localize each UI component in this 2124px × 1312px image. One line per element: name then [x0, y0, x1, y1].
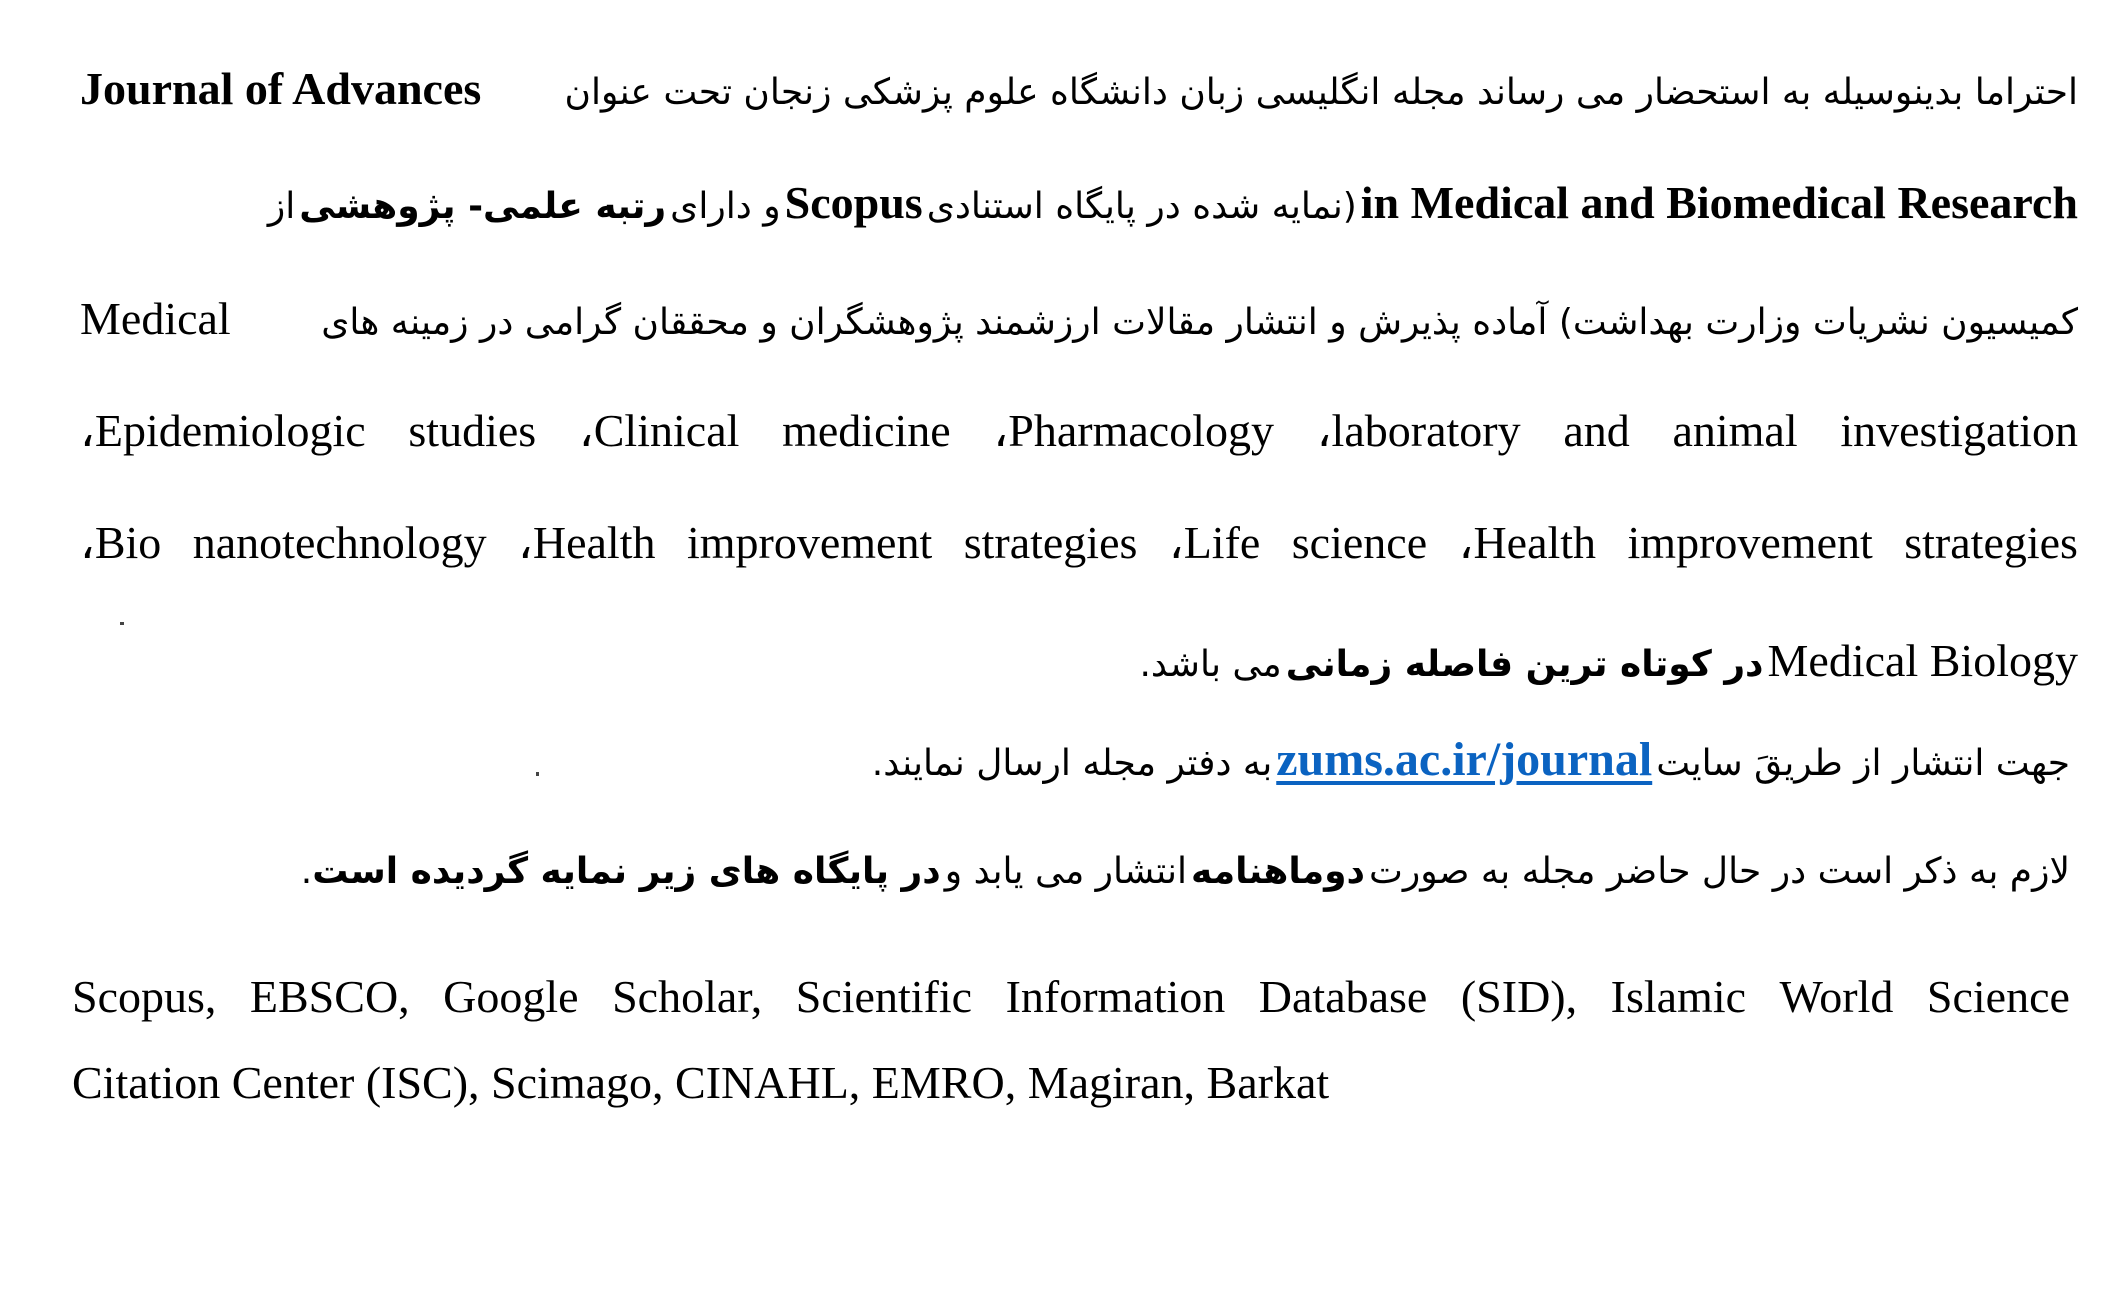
index-word: World	[1779, 971, 1894, 1022]
journal-title-part2: in Medical and Biomedical Research	[1360, 177, 2078, 228]
send-to-office-text: به دفتر مجله ارسال نمایند.	[871, 743, 1273, 784]
period: .	[300, 851, 313, 892]
index-word: Scientific	[795, 971, 973, 1022]
field-word: medicine	[782, 405, 951, 456]
submit-via-text: جهت انتشار از طریقَ سایت	[1656, 743, 2070, 784]
field-word: ،Health	[518, 517, 656, 568]
field-medical: Medical	[80, 293, 231, 344]
stray-mark	[120, 622, 124, 625]
field-word: ،Health	[1458, 517, 1597, 568]
index-word: Science	[1926, 971, 2070, 1022]
field-word: ،laboratory	[1316, 405, 1521, 456]
intro-text: احتراما بدینوسیله به استحضار می رساند مجله انگلیسی زبان دانشگاه علوم پزشکی زنجان تحت عنوان	[564, 72, 2078, 113]
indexing-line1	[72, 971, 2070, 1022]
field-word: ،Bio	[80, 517, 162, 568]
field-word: science	[1291, 517, 1428, 568]
field-word: ،Epidemiologic	[80, 405, 366, 456]
paragraph3	[80, 851, 2070, 892]
index-word: Scopus,	[72, 971, 217, 1022]
paragraph1-line3	[80, 293, 2078, 344]
index-word: Islamic	[1610, 971, 1747, 1022]
index-word: (SID),	[1460, 971, 1578, 1022]
indexing-line2: Citation Center (ISC), Scimago, CINAHL, EMRO, Magiran, Barkat	[72, 1057, 1330, 1108]
field-word: strategies	[963, 517, 1138, 568]
stray-mark	[536, 772, 539, 776]
field-word: nanotechnology	[192, 517, 487, 568]
note-text: لازم به ذکر است در حال حاضر مجله به صورت	[1368, 851, 2070, 892]
index-word: Database	[1258, 971, 1428, 1022]
field-word: ،Pharmacology	[993, 405, 1274, 456]
index-word: Information	[1005, 971, 1226, 1022]
and-having-text: و دارای	[670, 186, 781, 227]
index-word: Scholar,	[612, 971, 763, 1022]
published-text: انتشار می یابد و	[944, 851, 1188, 892]
journal-title-part1: Journal of Advances	[80, 63, 482, 114]
from-text: از	[267, 186, 296, 227]
field-word: ،Life	[1168, 517, 1261, 568]
paragraph2	[80, 733, 2070, 786]
field-word: studies	[408, 405, 537, 456]
field-word: and	[1563, 405, 1630, 456]
bimonthly-text: دوماهنامه	[1191, 851, 1365, 892]
field-word: strategies	[1904, 517, 2078, 568]
fields-line4	[80, 405, 2078, 456]
shortest-time-text: در کوتاه ترین فاصله زمانی	[1285, 644, 1764, 685]
indexed-in-text: در پایگاه های زیر نمایه گردیده است	[312, 851, 941, 892]
scopus-label: Scopus	[784, 177, 923, 228]
paragraph1-line2	[80, 177, 2078, 228]
field-word: investigation	[1840, 405, 2078, 456]
field-word: ،Clinical	[578, 405, 740, 456]
paragraph1-line1	[80, 63, 2078, 114]
field-medical-biology: Medical Biology	[1767, 635, 2078, 686]
paragraph1-line6	[80, 635, 2078, 686]
field-word: animal	[1672, 405, 1798, 456]
field-word: improvement	[686, 517, 933, 568]
index-word: EBSCO,	[249, 971, 410, 1022]
fields-line5	[80, 517, 2078, 568]
is-text: می باشد.	[1139, 644, 1282, 685]
scientific-rank-text: رتبه علمی- پژوهشی	[299, 186, 667, 227]
index-word: Google	[443, 971, 579, 1022]
indexed-note: (نمایه شده در پایگاه استنادی	[926, 186, 1357, 227]
ministry-commission-text: کمیسیون نشریات وزارت بهداشت) آماده پذیرش و انتشار مقالات ارزشمند پژوهشگران و محققان گرامی در زمینه های	[321, 302, 2078, 343]
field-word: improvement	[1627, 517, 1873, 568]
journal-website-link[interactable]: zums.ac.ir/journal	[1276, 733, 1653, 786]
